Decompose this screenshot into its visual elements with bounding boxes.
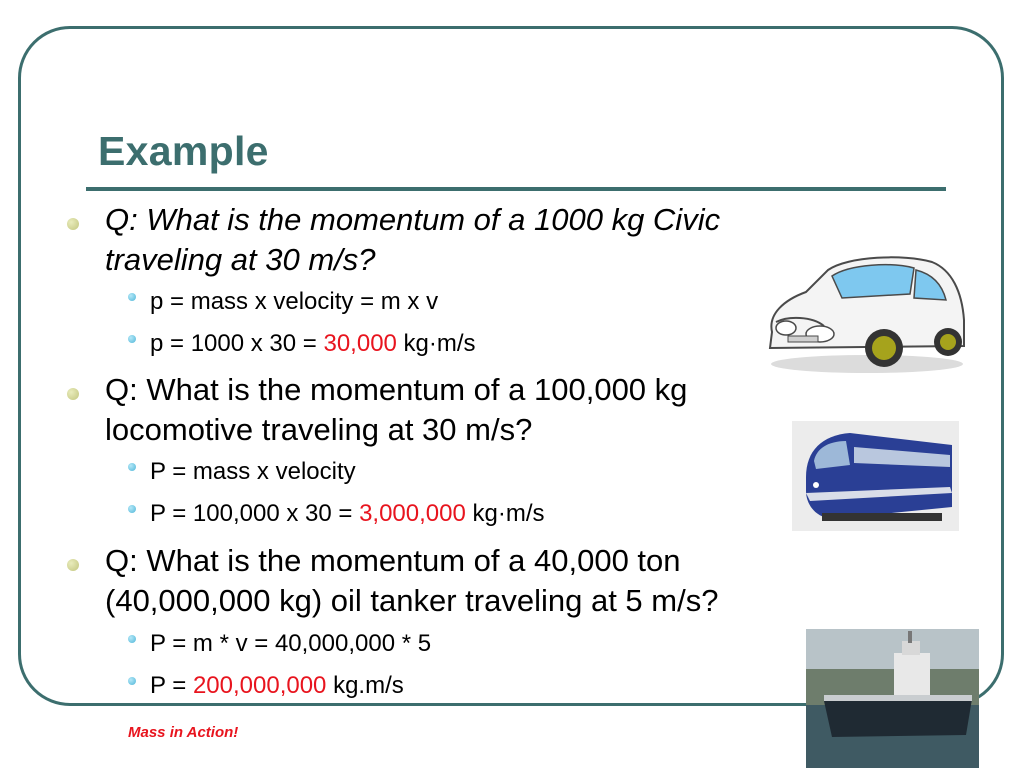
question-3-line-1: Q: What is the momentum of a 40,000 ton [105,543,681,578]
locomotive-photo [792,421,959,531]
sub-bullet-marker [128,335,136,343]
question-2-line-2: locomotive traveling at 30 m/s? [105,412,533,447]
answer-3-result [150,671,404,701]
answer-2-result-prefix: P = 100,000 x 30 = [150,500,360,527]
answer-2-result-value: 3,000,000 [359,500,466,527]
answer-1-result-unit: kg·m/s [396,330,476,357]
question-1-line-1: Q: What is the momentum of a 1000 kg Civic [105,202,721,237]
answer-3-result-value: 200,000,000 [192,672,327,699]
sub-bullet-marker [128,677,136,685]
question-1-line-2: traveling at 30 m/s? [105,242,376,277]
answer-3-formula: P = m * v = 40,000,000 * 5 [150,630,432,657]
slide-title: Example [98,128,269,174]
sub-bullet-marker [128,635,136,643]
sub-bullet-marker [128,463,136,471]
answer-2-formula: P = mass x velocity [150,458,356,485]
sub-bullet-marker [128,293,136,301]
answer-2-result [150,499,545,529]
footer-caption: Mass in Action! [128,724,239,741]
title-underline [86,187,946,191]
sub-bullet-marker [128,505,136,513]
bullet-marker [67,559,79,571]
oil-tanker-photo [806,629,979,768]
answer-2-result-unit: kg·m/s [465,500,545,527]
question-3-line-2: (40,000,000 kg) oil tanker traveling at 5 m/s? [105,583,719,618]
answer-3-result-prefix: P = [150,672,193,699]
question-2-line-1: Q: What is the momentum of a 100,000 kg [105,372,688,407]
bullet-marker [67,218,79,230]
answer-1-formula: p = mass x velocity = m x v [150,288,439,315]
bullet-marker [67,388,79,400]
answer-3-result-unit: kg.m/s [326,672,404,699]
answer-1-result-value: 30,000 [323,330,397,357]
answer-1-result-prefix: p = 1000 x 30 = [150,330,324,357]
car-illustration [764,250,970,378]
answer-1-result [150,329,476,359]
